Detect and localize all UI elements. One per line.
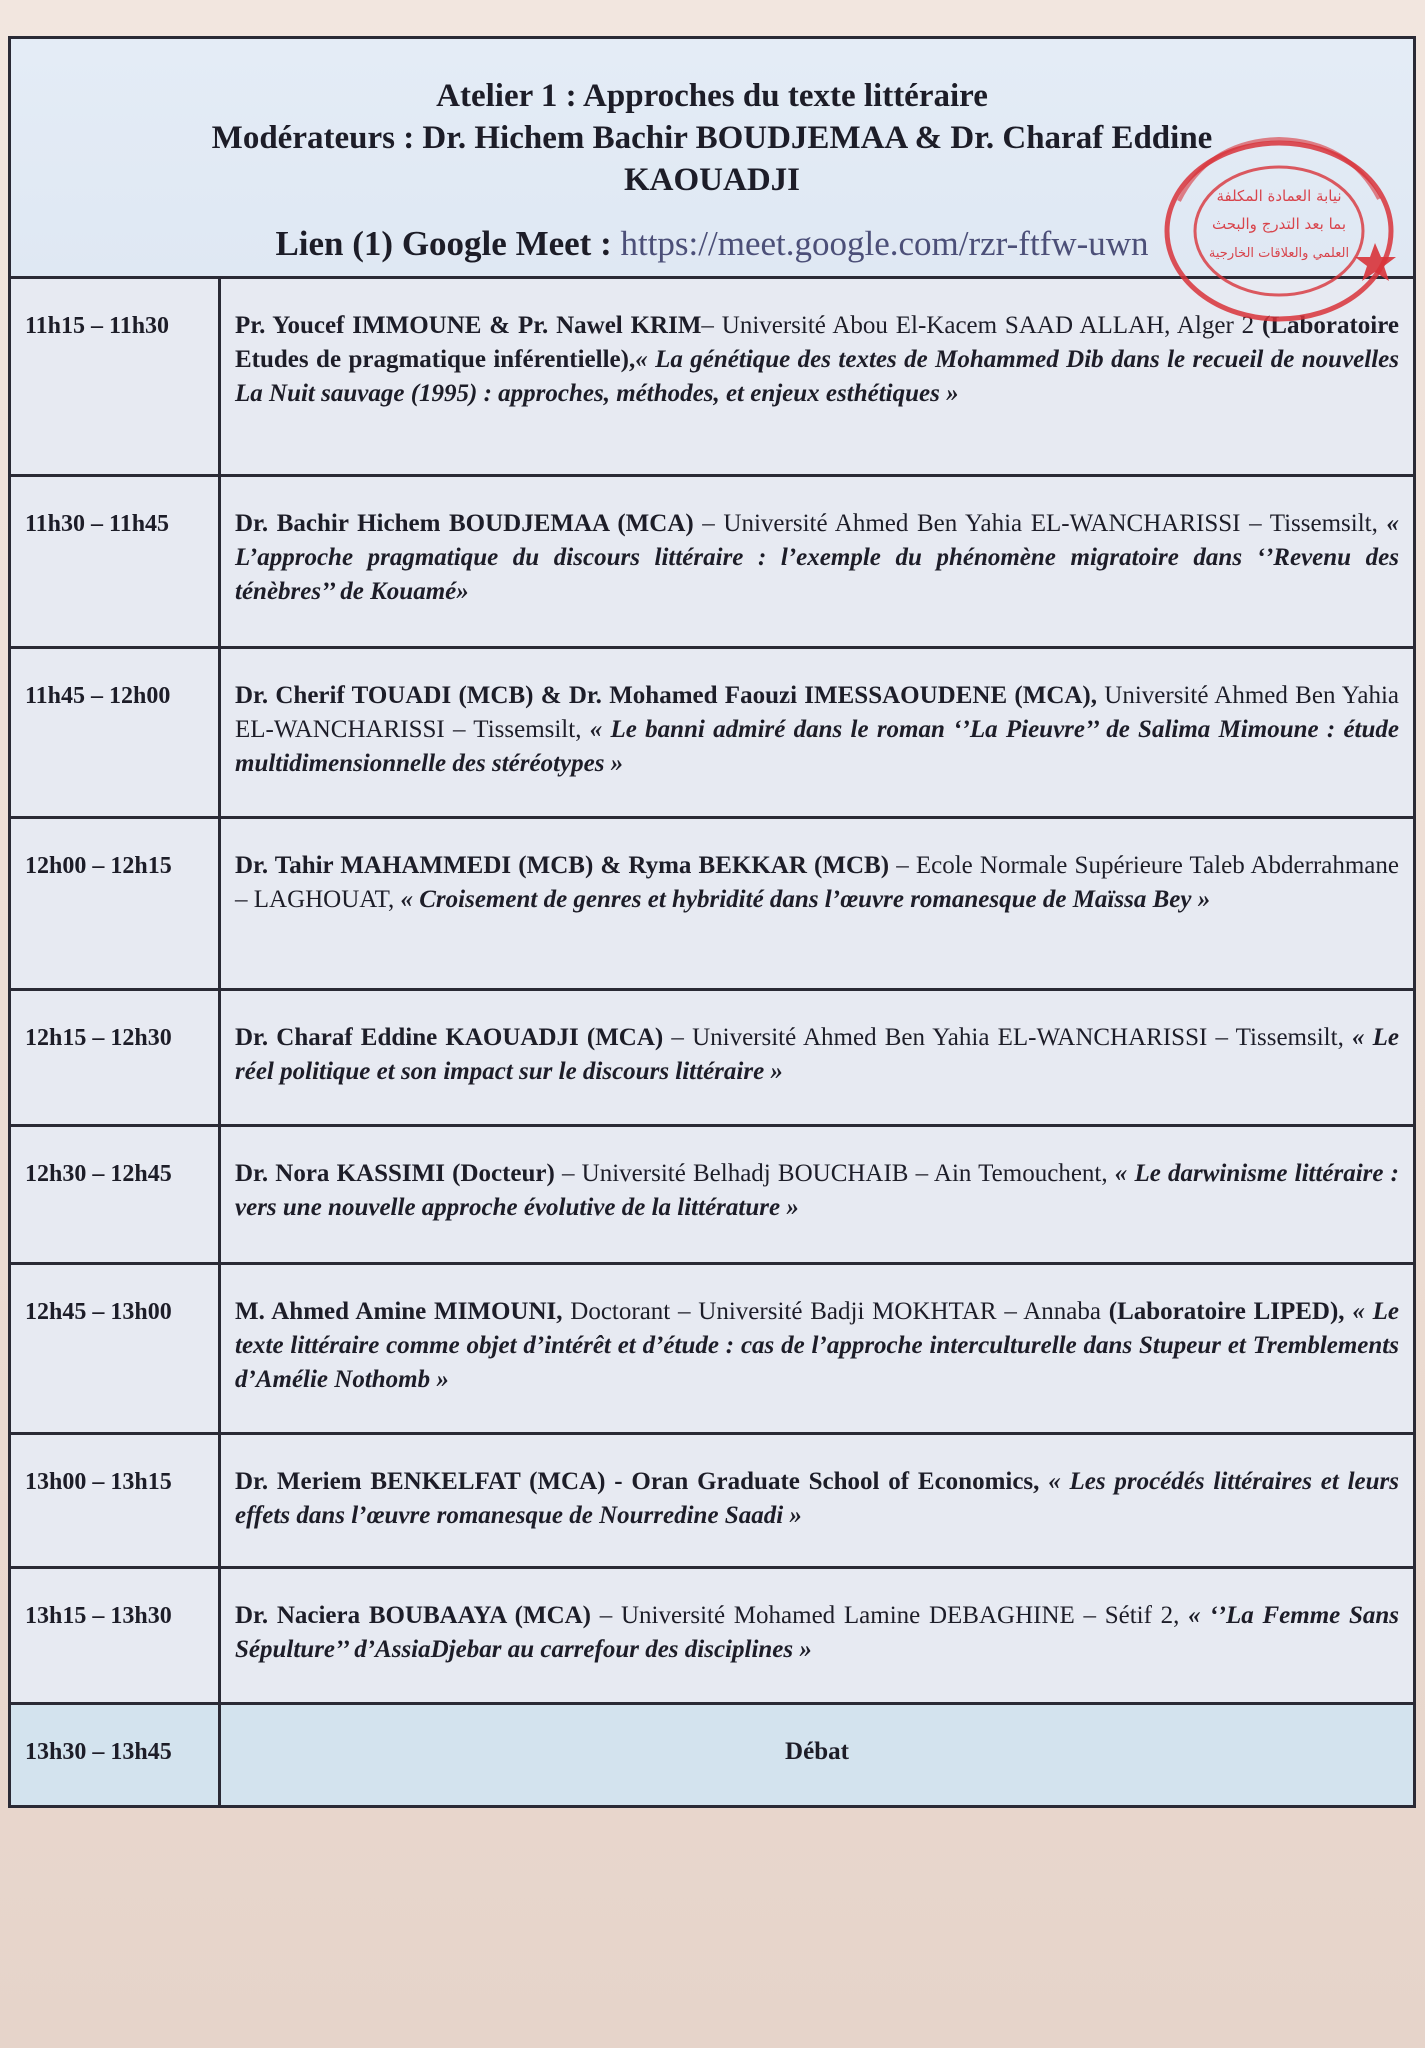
table-row [11,1127,1413,1265]
session-affiliation: Université Ahmed Ben Yahia EL-WANCHARISSI – Tissemsilt, [235,682,1399,743]
session-affiliation: – Université Abou El-Kacem SAAD ALLAH, Alger 2 [701,312,1262,339]
session-time: 11h30 – 11h45 [11,477,221,646]
meet-link-url[interactable]: https://meet.google.com/rzr-ftfw-uwn [620,224,1149,263]
session-description [221,1265,1413,1432]
session-affiliation: – Université Ahmed Ben Yahia EL-WANCHARISSI – Tissemsilt, [693,510,1387,537]
meet-link-label: Lien (1) Google Meet : [275,224,612,263]
session-title: « Le banni admiré dans le roman ‘’La Pieuvre’’ de Salima Mimoune : étude multidimensionnelle des stéréotypes » [235,716,1399,777]
debate-label: Débat [785,1738,849,1765]
session-time: 12h15 – 12h30 [11,991,221,1124]
session-time: 12h30 – 12h45 [11,1127,221,1262]
session-title: « Croisement de genres et hybridité dans l’œuvre romanesque de Maïssa Bey » [400,886,1211,913]
session-authors: M. Ahmed Amine MIMOUNI, [235,1298,563,1325]
session-authors: Dr. Meriem BENKELFAT (MCA) - Oran Graduate School of Economics, [235,1468,1040,1495]
svg-text:العلمي والعلاقات الخارجية: العلمي والعلاقات الخارجية [1208,246,1350,261]
table-row [11,1265,1413,1435]
session-lab: (Laboratoire LIPED), [1108,1298,1345,1325]
session-title: « Le darwinisme littéraire : vers une nouvelle approche évolutive de la littérature » [235,1160,1399,1221]
program-table [8,36,1416,1808]
svg-text:بما بعد التدرج والبحث: بما بعد التدرج والبحث [1212,215,1346,233]
table-row [11,649,1413,819]
session-description [221,1127,1413,1262]
session-time: 13h15 – 13h30 [11,1569,221,1702]
session-authors: Dr. Bachir Hichem BOUDJEMAA (MCA) [235,510,694,537]
session-affiliation: Doctorant – Université Badji MOKHTAR – Annaba [562,1298,1109,1325]
session-time: 13h30 – 13h45 [11,1705,221,1805]
session-time: 12h00 – 12h15 [11,819,221,988]
official-stamp-icon [1139,131,1399,331]
session-title: « L’approche pragmatique du discours littéraire : l’exemple du phénomène migratoire dans ‘’Revenu des ténèbres’’ de Kouamé» [235,510,1399,605]
table-row [11,1435,1413,1569]
session-title: « Le réel politique et son impact sur le discours littéraire » [235,1024,1400,1085]
session-time: 11h45 – 12h00 [11,649,221,816]
table-row [11,477,1413,649]
session-authors: Dr. Naciera BOUBAAYA (MCA) [235,1602,592,1629]
moderators-line-1: Modérateurs : Dr. Hichem Bachir BOUDJEMAA & Dr. Charaf Eddine [211,120,1213,156]
sessions-list [11,279,1413,1805]
session-authors: Dr. Charaf Eddine KAOUADJI (MCA) [235,1024,664,1051]
session-authors: Dr. Nora KASSIMI (Docteur) [235,1160,555,1187]
session-affiliation: – Université Belhadj BOUCHAIB – Ain Temouchent, [554,1160,1115,1187]
session-time: 11h15 – 11h30 [11,279,221,474]
workshop-header [11,39,1413,279]
moderators-line-2: KAOUADJI [623,162,800,198]
session-description [221,477,1413,646]
session-title: « La génétique des textes de Mohammed Dib dans le recueil de nouvelles La Nuit sauvage (1995) : approches, méthodes, et enjeux esthétiques » [235,346,1399,407]
session-authors: Pr. Youcef IMMOUNE & Pr. Nawel KRIM [235,312,702,339]
session-description [221,1435,1413,1566]
debate-row [11,1705,1413,1805]
session-description [221,991,1413,1124]
svg-text:نيابة العمادة المكلفة: نيابة العمادة المكلفة [1216,187,1342,205]
session-authors: Dr. Tahir MAHAMMEDI (MCB) & Ryma BEKKAR (MCB) [235,852,890,879]
table-row [11,1569,1413,1705]
session-affiliation [1039,1468,1048,1495]
session-description [221,649,1413,816]
session-description [221,1569,1413,1702]
session-authors: Dr. Cherif TOUADI (MCB) & Dr. Mohamed Faouzi IMESSAOUDENE (MCA), [235,682,1097,709]
session-affiliation: – Université Ahmed Ben Yahia EL-WANCHARISSI – Tissemsilt, [663,1024,1352,1051]
session-time: 13h00 – 13h15 [11,1435,221,1566]
session-title: « Les procédés littéraires et leurs effets dans l’œuvre romanesque de Nourredine Saadi » [235,1468,1400,1529]
workshop-title: Atelier 1 : Approches du texte littéraire [436,78,988,114]
session-time: 12h45 – 13h00 [11,1265,221,1432]
session-title: « Le texte littéraire comme objet d’intérêt et d’étude : cas de l’approche interculturelle dans Stupeur et Tremblements d’Amélie Nothomb » [235,1298,1399,1393]
session-affiliation: – Université Mohamed Lamine DEBAGHINE – Sétif 2, [591,1602,1189,1629]
table-row [11,819,1413,991]
session-lab: (Laboratoire Etudes de pragmatique inférentielle), [235,312,1399,373]
session-description [221,819,1413,988]
table-row [11,991,1413,1127]
session-title: « ‘’La Femme Sans Sépulture’’ d’AssiaDjebar au carrefour des disciplines » [235,1602,1399,1663]
session-affiliation: – Ecole Normale Supérieure Taleb Abderrahmane – LAGHOUAT, [235,852,1399,913]
